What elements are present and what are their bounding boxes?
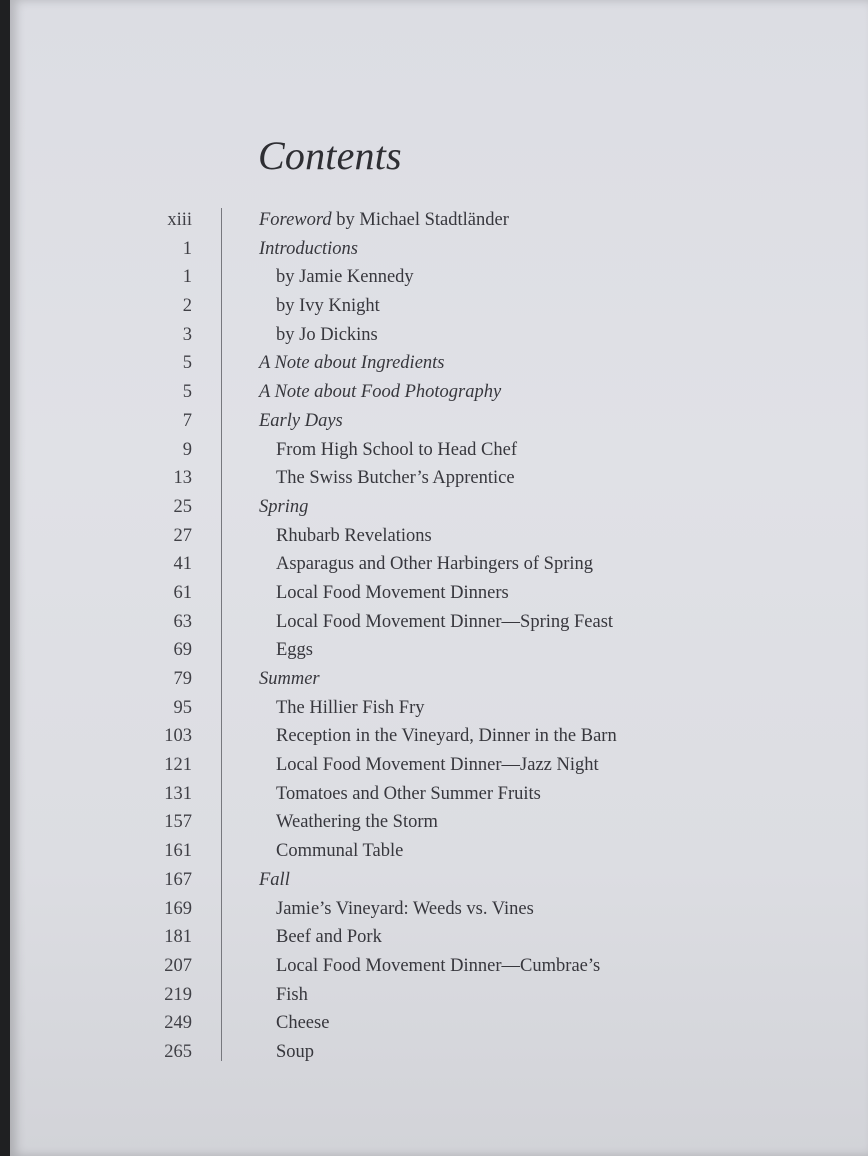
toc-row [10, 780, 710, 809]
toc-row [10, 981, 710, 1010]
toc-entry-title: Rhubarb Revelations [276, 525, 432, 546]
toc-subentry [276, 522, 432, 551]
toc-page-number: 121 [164, 755, 192, 776]
toc-page-number: 27 [173, 525, 192, 546]
toc-page-number: 63 [173, 611, 192, 632]
toc-row [10, 378, 710, 407]
toc-page-number: 131 [164, 783, 192, 804]
toc-page-number: 1 [182, 267, 192, 288]
toc-row [10, 722, 710, 751]
toc-entry-title: Local Food Movement Dinner—Jazz Night [276, 755, 599, 776]
toc-entry-title: Tomatoes and Other Summer Fruits [276, 783, 541, 804]
toc-page-number: 219 [164, 984, 192, 1005]
toc-section-entry [259, 665, 320, 694]
toc-subentry [276, 981, 308, 1010]
toc-row [10, 407, 710, 436]
toc-row [10, 522, 710, 551]
toc-row [10, 808, 710, 837]
toc-page-number: 167 [164, 869, 192, 890]
toc-subentry [276, 751, 599, 780]
toc-row [10, 321, 710, 350]
toc-entry-title: From High School to Head Chef [276, 439, 517, 460]
toc-subentry [276, 608, 613, 637]
toc-page-number: 2 [182, 296, 192, 317]
toc-section-entry [259, 407, 343, 436]
toc-page-number: xiii [167, 210, 192, 230]
toc-page-number: 265 [164, 1041, 192, 1062]
toc-page-number: 5 [182, 382, 192, 403]
toc-row [10, 436, 710, 465]
toc-entry-title: Fish [276, 984, 308, 1005]
toc-row [10, 464, 710, 493]
toc-entry-italic-title: Summer [259, 669, 320, 689]
toc-subentry [276, 808, 438, 837]
toc-page-number: 7 [182, 410, 192, 431]
toc-entry-title: by Ivy Knight [276, 296, 380, 317]
toc-entry-title: Eggs [276, 640, 313, 661]
toc-subentry [276, 636, 313, 665]
toc-row [10, 206, 710, 235]
toc-entry-title: Reception in the Vineyard, Dinner in the Barn [276, 726, 617, 747]
toc-row [10, 263, 710, 292]
toc-subentry [276, 321, 378, 350]
toc-subentry [276, 895, 534, 924]
toc-subentry [276, 579, 509, 608]
toc-entry-title: Cheese [276, 1013, 330, 1034]
toc-page-number: 9 [182, 439, 192, 460]
toc-section-entry [259, 866, 290, 895]
toc-row [10, 895, 710, 924]
toc-entry-italic-title: A Note about Food Photography [259, 382, 502, 403]
toc-page-number: 181 [164, 927, 192, 948]
toc-row [10, 751, 710, 780]
page-title: Contents [258, 133, 402, 178]
toc-page-number: 13 [173, 468, 192, 489]
toc-page-number: 41 [173, 554, 192, 575]
toc-entry-title: Local Food Movement Dinners [276, 582, 509, 603]
toc-entry-title: Asparagus and Other Harbingers of Spring [276, 554, 593, 575]
toc-page-number: 69 [173, 640, 192, 661]
toc-row [10, 1038, 710, 1067]
toc-row [10, 952, 710, 981]
toc-entry-italic-title: Early Days [259, 410, 343, 431]
toc-page-number: 3 [182, 324, 192, 345]
toc-subentry [276, 722, 617, 751]
toc-section-entry [259, 349, 445, 378]
toc-page-number: 5 [182, 353, 192, 374]
toc-subentry [276, 837, 403, 866]
toc-row [10, 923, 710, 952]
toc-entry-italic-title: Foreword [259, 210, 332, 230]
toc-section-entry [259, 206, 509, 235]
toc-page-number: 79 [173, 669, 192, 689]
toc-section-entry [259, 493, 308, 522]
toc-entry-title: The Hillier Fish Fry [276, 697, 425, 718]
toc-page-number: 169 [164, 898, 192, 919]
toc-row [10, 493, 710, 522]
toc-subentry [276, 923, 382, 952]
toc-page-number: 249 [164, 1013, 192, 1034]
table-of-contents [10, 206, 710, 1067]
toc-row [10, 665, 710, 694]
toc-page-number: 161 [164, 841, 192, 862]
toc-page-number: 207 [164, 955, 192, 976]
toc-row [10, 292, 710, 321]
toc-row [10, 235, 710, 264]
toc-subentry [276, 780, 541, 809]
toc-entry-title: Communal Table [276, 841, 404, 862]
toc-row [10, 866, 710, 895]
toc-page-number: 95 [173, 697, 192, 718]
toc-entry-title: Jamie’s Vineyard: Weeds vs. Vines [276, 898, 534, 919]
toc-entry-italic-title: Spring [259, 496, 309, 517]
toc-subentry [276, 694, 425, 723]
toc-page-number: 25 [173, 496, 192, 517]
toc-page-number: 61 [173, 582, 192, 603]
toc-row [10, 550, 710, 579]
toc-entry-title: by Michael Stadtländer [331, 210, 509, 230]
toc-entry-title: Beef and Pork [276, 927, 382, 948]
book-page [10, 0, 868, 1156]
toc-entry-title: Weathering the Storm [276, 812, 438, 833]
toc-subentry [276, 436, 517, 465]
toc-row [10, 579, 710, 608]
toc-entry-italic-title: A Note about Ingredients [259, 353, 445, 374]
toc-subentry [276, 464, 515, 493]
toc-entry-title: Local Food Movement Dinner—Cumbrae’s [276, 955, 601, 976]
toc-entry-title: The Swiss Butcher’s Apprentice [276, 468, 515, 489]
toc-row [10, 349, 710, 378]
toc-entry-title: by Jamie Kennedy [276, 267, 414, 288]
toc-subentry [276, 952, 600, 981]
toc-entry-italic-title: Introductions [259, 238, 359, 259]
toc-page-number: 157 [164, 812, 192, 833]
toc-subentry [276, 1009, 329, 1038]
toc-subentry [276, 263, 414, 292]
toc-row [10, 837, 710, 866]
toc-subentry [276, 1038, 314, 1067]
toc-section-entry [259, 235, 358, 264]
toc-entry-title: by Jo Dickins [276, 324, 378, 345]
toc-entry-title: Local Food Movement Dinner—Spring Feast [276, 611, 614, 632]
toc-row [10, 636, 710, 665]
toc-row [10, 608, 710, 637]
toc-subentry [276, 292, 380, 321]
toc-entry-italic-title: Fall [259, 869, 290, 890]
toc-row [10, 1009, 710, 1038]
toc-page-number: 1 [182, 238, 192, 259]
toc-subentry [276, 550, 593, 579]
toc-row [10, 694, 710, 723]
toc-section-entry [259, 378, 501, 407]
toc-entry-title: Soup [276, 1041, 315, 1062]
toc-page-number: 103 [164, 726, 192, 747]
